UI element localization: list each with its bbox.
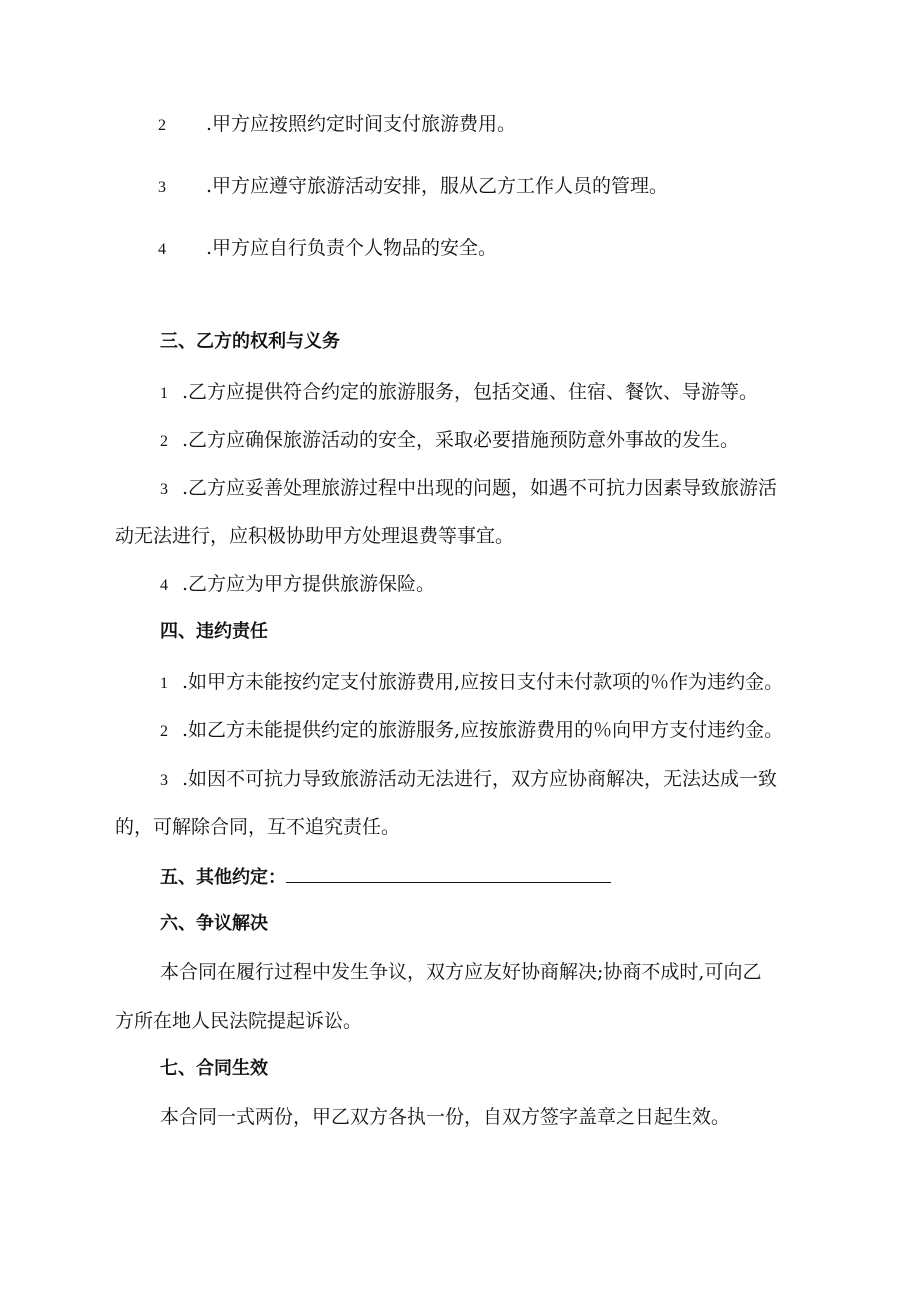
item-text-continued: 动无法进行，应积极协助甲方处理退费等事宜。 bbox=[115, 525, 515, 547]
fill-in-blank-line bbox=[286, 862, 611, 883]
item-number: 3 bbox=[158, 179, 166, 196]
paragraph bbox=[0, 958, 920, 986]
list-item bbox=[0, 110, 920, 140]
item-number: 2 bbox=[160, 723, 168, 740]
list-item bbox=[0, 668, 920, 698]
item-number: 1 bbox=[160, 675, 168, 692]
section6-text: 本合同在履行过程中发生争议，双方应友好协商解决;协商不成时,可向乙 bbox=[160, 961, 762, 983]
list-item bbox=[0, 172, 920, 202]
item-text: .如甲方未能按约定支付旅游费用,应按日支付未付款项的％作为违约金。 bbox=[182, 671, 784, 693]
item-number: 2 bbox=[160, 433, 168, 450]
item-text: .如因不可抗力导致旅游活动无法进行，双方应协商解决，无法达成一致 bbox=[182, 768, 778, 790]
section7-text: 本合同一式两份，甲乙双方各执一份，自双方签字盖章之日起生效。 bbox=[160, 1106, 731, 1128]
item-number: 4 bbox=[158, 241, 166, 258]
section6-title: 六、争议解决 bbox=[160, 913, 268, 934]
section4-title: 四、违约责任 bbox=[160, 621, 268, 642]
item-number: 4 bbox=[160, 577, 168, 594]
item-text: .甲方应自行负责个人物品的安全。 bbox=[206, 237, 498, 259]
section-heading bbox=[0, 862, 920, 892]
list-item bbox=[0, 234, 920, 264]
section-heading bbox=[0, 910, 920, 938]
list-item-continuation bbox=[0, 522, 920, 550]
paragraph bbox=[0, 1103, 920, 1131]
list-item bbox=[0, 716, 920, 746]
list-item bbox=[0, 474, 920, 504]
section6-text-continued: 方所在地人民法院提起诉讼。 bbox=[115, 1010, 363, 1032]
item-number: 2 bbox=[158, 117, 166, 134]
list-item bbox=[0, 426, 920, 456]
item-text: .甲方应遵守旅游活动安排，服从乙方工作人员的管理。 bbox=[206, 175, 669, 197]
section7-title: 七、合同生效 bbox=[160, 1058, 268, 1079]
section-heading bbox=[0, 618, 920, 646]
section-heading bbox=[0, 328, 920, 356]
section-heading bbox=[0, 1055, 920, 1083]
item-text: .乙方应妥善处理旅游过程中出现的问题，如遇不可抗力因素导致旅游活 bbox=[182, 477, 778, 499]
item-number: 3 bbox=[160, 481, 168, 498]
section3-title: 三、乙方的权利与义务 bbox=[160, 331, 340, 352]
list-item-continuation bbox=[0, 813, 920, 841]
list-item bbox=[0, 570, 920, 600]
item-text: .如乙方未能提供约定的旅游服务,应按旅游费用的％向甲方支付违约金。 bbox=[182, 719, 784, 741]
item-number: 3 bbox=[160, 772, 168, 789]
item-number: 1 bbox=[160, 385, 168, 402]
item-text: .乙方应提供符合约定的旅游服务，包括交通、住宿、餐饮、导游等。 bbox=[182, 381, 759, 403]
item-text: .甲方应按照约定时间支付旅游费用。 bbox=[206, 113, 517, 135]
section5-title: 五、其他约定： bbox=[160, 867, 286, 888]
paragraph-continuation bbox=[0, 1007, 920, 1035]
list-item bbox=[0, 765, 920, 795]
item-text-continued: 的，可解除合同，互不追究责任。 bbox=[115, 816, 401, 838]
list-item bbox=[0, 378, 920, 408]
item-text: .乙方应确保旅游活动的安全，采取必要措施预防意外事故的发生。 bbox=[182, 429, 740, 451]
item-text: .乙方应为甲方提供旅游保险。 bbox=[182, 573, 436, 595]
